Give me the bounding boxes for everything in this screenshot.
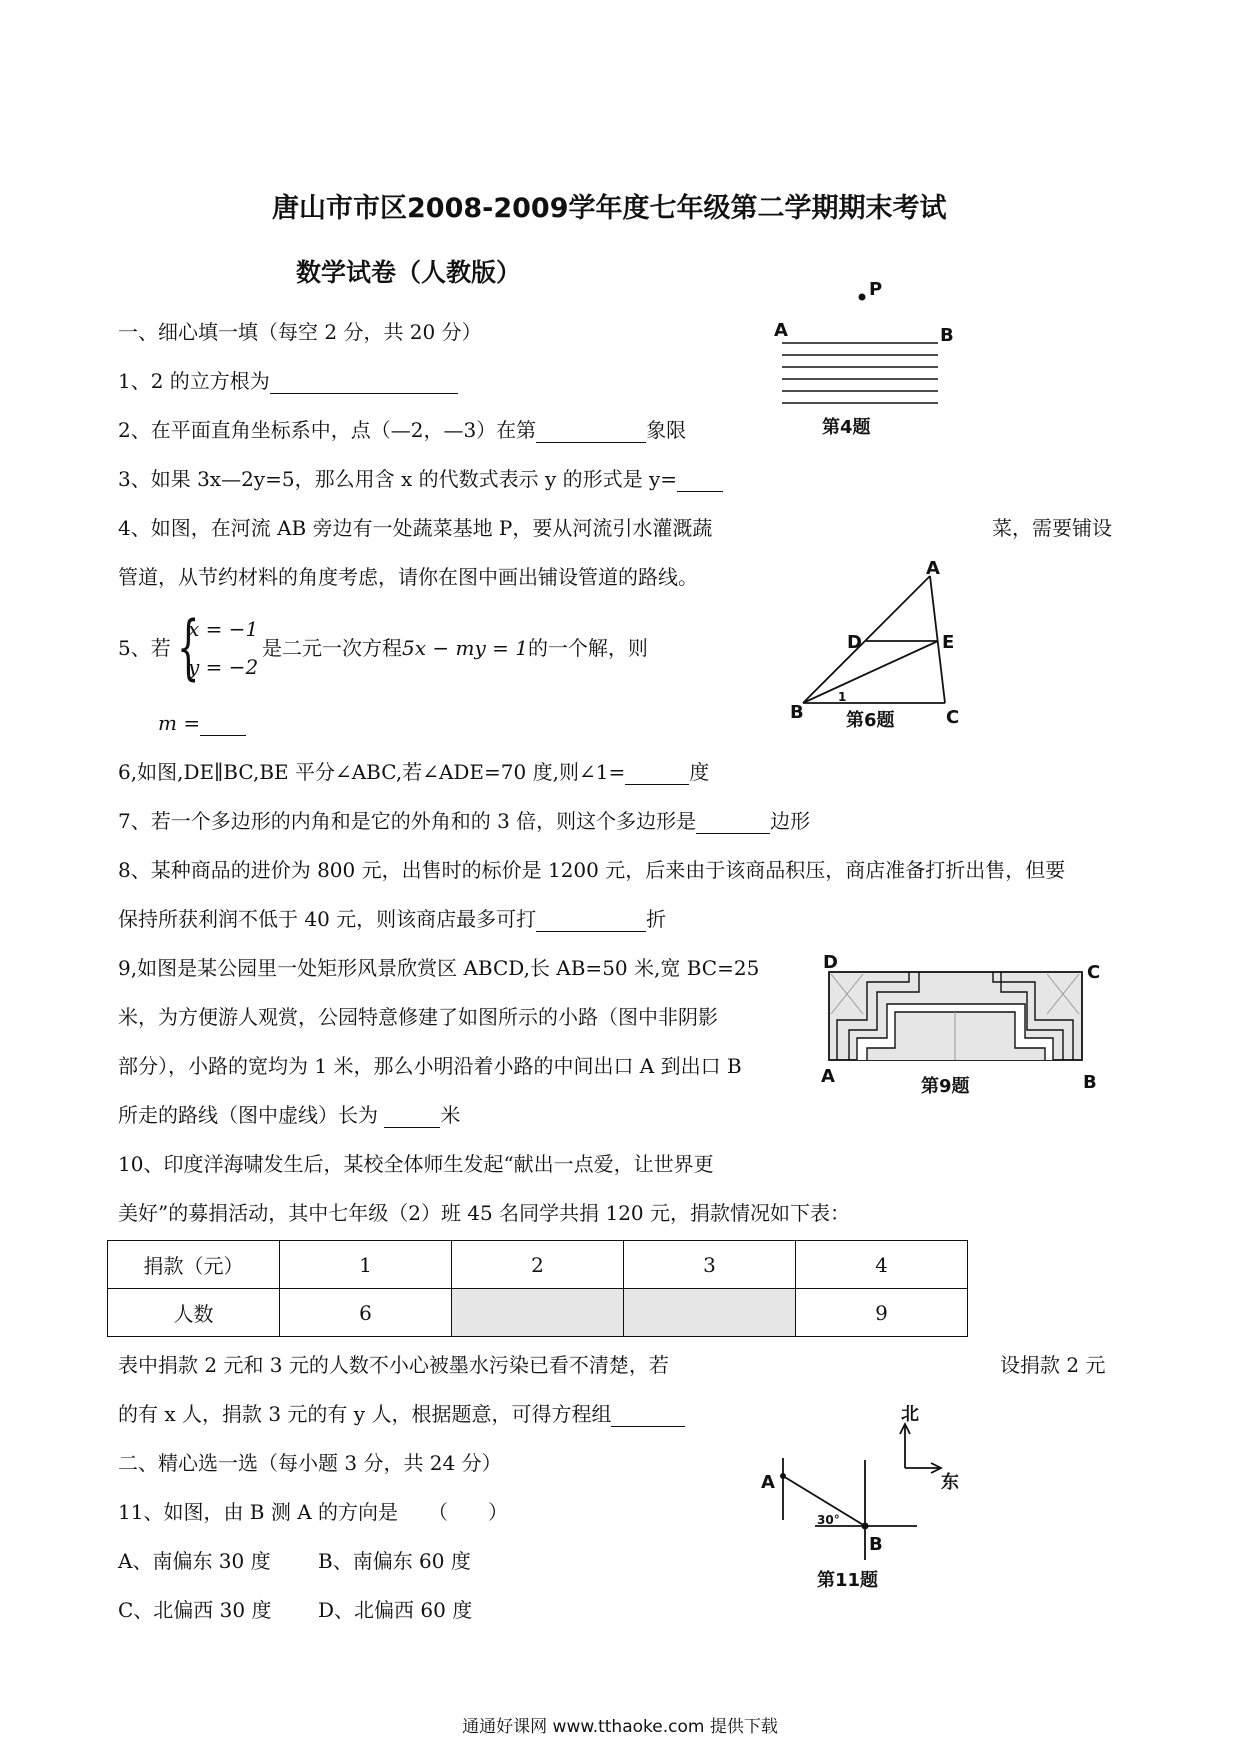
question-4-line1-end: 菜，需要铺设: [992, 516, 1112, 540]
label-d: D: [847, 632, 862, 653]
question-2-text: 2、在平面直角坐标系中，点（—2，—3）在第: [118, 418, 537, 442]
angle-label: 1: [838, 690, 847, 704]
question-5-y: y = −2: [188, 655, 259, 679]
figure-q4: [770, 275, 970, 445]
donation-table: [107, 1240, 968, 1337]
angle-label: 30°: [817, 1513, 840, 1527]
question-6-text: 6,如图,DE∥BC,BE 平分∠ABC,若∠ADE=70 度,则∠1=: [118, 760, 626, 784]
question-5-end: 的一个解，则: [527, 636, 648, 660]
label-b: B: [1083, 1072, 1097, 1093]
figure-q9: [815, 948, 1115, 1118]
question-3-text: 3、如果 3x—2y=5，那么用含 x 的代数式表示 y 的形式是 y=: [118, 467, 678, 491]
page-footer: 通通好课网 www.tthaoke.com 提供下载: [462, 1717, 778, 1737]
label-a: A: [761, 1472, 775, 1493]
question-10-line4: [118, 1401, 685, 1427]
question-5-x: x = −1: [188, 617, 259, 641]
question-5-mid: 是二元一次方程: [262, 636, 402, 660]
option-a: A、南偏东 30 度: [118, 1549, 271, 1573]
table-cell: 3: [624, 1241, 796, 1289]
label-a: A: [926, 558, 940, 579]
compass-arrows: [900, 1424, 941, 1473]
system-brace: {: [177, 606, 200, 688]
question-10-text: 的有 x 人，捐款 3 元的有 y 人，根据题意，可得方程组: [118, 1402, 612, 1426]
question-4-line2: 管道，从节约材料的角度考虑，请你在图中画出铺设管道的路线。: [118, 565, 698, 589]
label-c: C: [946, 707, 960, 728]
question-5-label: 5、若: [118, 636, 171, 660]
triangle-abc: [803, 576, 945, 703]
figure-label: 第4题: [822, 417, 871, 438]
label-e: E: [942, 632, 955, 653]
section2-heading: 二、精心选一选（每小题 3 分，共 24 分）: [118, 1451, 502, 1475]
question-8-suffix: 折: [646, 907, 667, 931]
question-2: [118, 417, 686, 443]
section1-heading: 一、细心填一填（每空 2 分，共 20 分）: [118, 320, 482, 344]
table-cell: 6: [280, 1289, 452, 1337]
answer-blank: [611, 1406, 685, 1427]
answer-blank: [200, 715, 246, 736]
label-b: B: [790, 702, 804, 723]
direction-lines: [783, 1458, 917, 1560]
table-row: [108, 1289, 968, 1337]
question-8-line2: [118, 906, 666, 932]
table-cell-stained: [624, 1289, 796, 1337]
table-cell: 4: [796, 1241, 968, 1289]
question-10-line3-end: 设捐款 2 元: [1000, 1353, 1106, 1377]
question-4-line1: 4、如图，在河流 AB 旁边有一处蔬菜基地 P，要从河流引水灌溉蔬: [118, 516, 713, 540]
question-5-answer: [158, 710, 246, 736]
question-7-text: 7、若一个多边形的内角和是它的外角和的 3 倍，则这个多边形是: [118, 809, 697, 833]
table-cell: 人数: [108, 1289, 280, 1337]
question-9-text: 所走的路线（图中虚线）长为: [118, 1103, 378, 1127]
label-b: B: [869, 1534, 883, 1555]
label-a: A: [821, 1066, 835, 1087]
river-lines: [782, 343, 938, 403]
table-cell-stained: [452, 1289, 624, 1337]
question-2-suffix: 象限: [646, 418, 687, 442]
page-subtitle: 数学试卷（人教版）: [296, 258, 522, 287]
question-9-suffix: 米: [440, 1103, 461, 1127]
table-cell: 1: [280, 1241, 452, 1289]
question-10-line2: 美好”的募捐活动，其中七年级（2）班 45 名同学共捐 120 元，捐款情况如下表：: [118, 1201, 851, 1225]
question-9-line3: 部分），小路的宽均为 1 米，那么小明沿着小路的中间出口 A 到出口 B: [118, 1054, 742, 1078]
answer-blank: [536, 911, 646, 932]
answer-blank: [270, 373, 458, 394]
table-cell: 捐款（元）: [108, 1241, 280, 1289]
answer-blank: [536, 422, 646, 443]
option-b: B、南偏东 60 度: [318, 1549, 471, 1573]
question-8-text: 保持所获利润不低于 40 元，则该商店最多可打: [118, 907, 537, 931]
figure-q11: [755, 1400, 975, 1600]
figure-label: 第11题: [817, 1570, 879, 1591]
label-d: D: [823, 952, 838, 973]
answer-blank: [677, 471, 723, 492]
question-1: [118, 368, 458, 394]
question-9-line2: 米，为方便游人观赏，公园特意修建了如图所示的小路（图中非阴影: [118, 1005, 718, 1029]
question-7: [118, 808, 810, 834]
point-b: [862, 1523, 869, 1530]
table-row: [108, 1241, 968, 1289]
label-a: A: [774, 320, 788, 341]
label-c: C: [1087, 962, 1101, 983]
answer-blank: [696, 813, 770, 834]
question-8-line1: 8、某种商品的进价为 800 元，出售时的标价是 1200 元，后来由于该商品积压，商店准备打折出售，但要: [118, 858, 1066, 882]
point-a: [780, 1473, 786, 1479]
option-d: D、北偏西 60 度: [318, 1598, 473, 1622]
question-9-line4: [118, 1102, 460, 1128]
question-1-text: 1、2 的立方根为: [118, 369, 270, 393]
figure-label: 第6题: [846, 710, 895, 731]
question-9-line1: 9,如图是某公园里一处矩形风景欣赏区 ABCD,长 AB=50 米,宽 BC=25: [118, 956, 760, 980]
question-6: [118, 759, 709, 785]
option-c: C、北偏西 30 度: [118, 1598, 272, 1622]
question-5-equation: 5x − my = 1: [402, 636, 528, 660]
question-5-text: [262, 635, 648, 661]
question-11: 11、如图，由 B 测 A 的方向是 （ ）: [118, 1500, 509, 1524]
north-label: 北: [901, 1404, 919, 1425]
table-cell: 2: [452, 1241, 624, 1289]
figure-q6: [790, 558, 970, 733]
figure-label: 第9题: [921, 1076, 970, 1097]
table-cell: 9: [796, 1289, 968, 1337]
east-label: 东: [941, 1472, 959, 1493]
answer-blank: [625, 764, 689, 785]
question-5-m: m =: [158, 711, 201, 735]
question-10-line1: 10、印度洋海啸发生后，某校全体师生发起“献出一点爱，让世界更: [118, 1152, 714, 1176]
page-title: 唐山市市区2008-2009学年度七年级第二学期期末考试: [272, 193, 947, 224]
question-3: [118, 466, 723, 492]
label-p: P: [869, 279, 883, 300]
question-7-suffix: 边形: [770, 809, 811, 833]
question-6-suffix: 度: [689, 760, 710, 784]
question-10-line3: 表中捐款 2 元和 3 元的人数不小心被墨水污染已看不清楚，若: [118, 1353, 669, 1377]
label-b: B: [940, 325, 954, 346]
answer-blank: [384, 1107, 440, 1128]
point-p: [859, 294, 866, 301]
